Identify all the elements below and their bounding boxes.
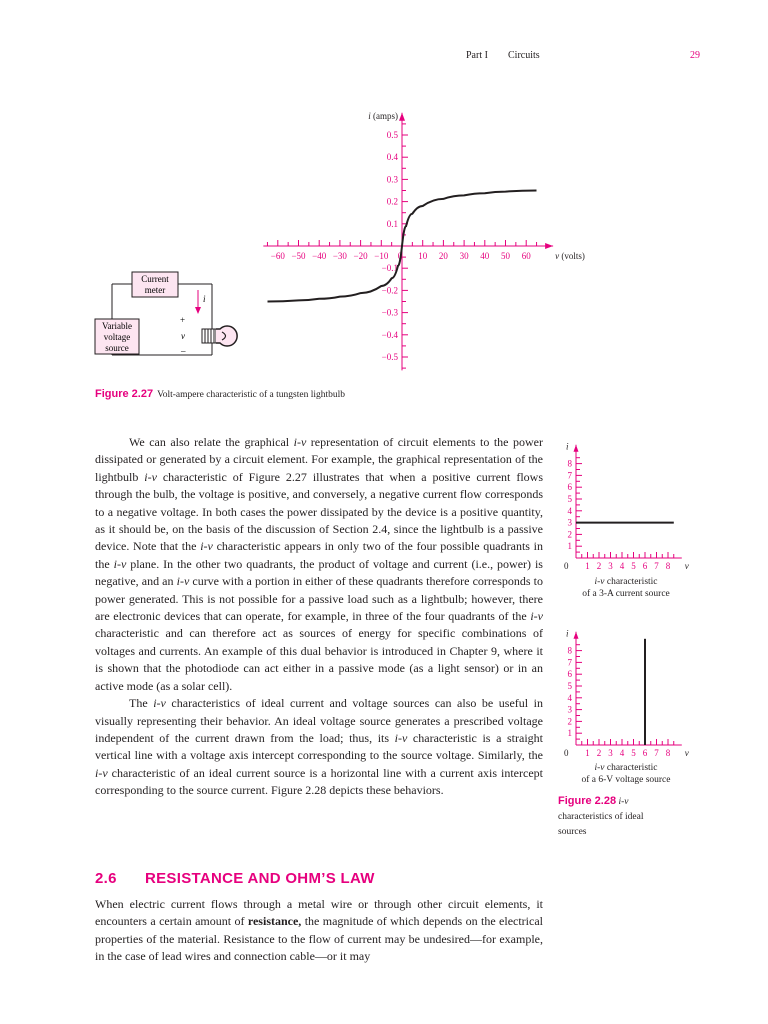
voltage-source-iv-chart (556, 617, 696, 762)
figure-2-28-label: Figure 2.28 (558, 795, 617, 807)
y-tick-label: 0.2 (386, 196, 398, 207)
paragraph-2 (95, 695, 543, 799)
y-axis-arrow-icon (574, 632, 579, 639)
y-tick-label: −0.3 (381, 307, 398, 318)
y-axis-label: i (566, 441, 569, 452)
x-tick-label: 0 (397, 251, 403, 261)
y-tick-label: 7 (567, 657, 572, 668)
x-tick-label: 2 (596, 748, 602, 758)
section-text-end: the magnitude of which depends on the electrical properties of the material. Resistance to the flow of current may be undesired—for example, in the case of lead wires and connection cable—or it may (95, 914, 543, 964)
figure-2-28-caption-1: i-v (618, 797, 629, 807)
current-meter-label-1: Current (141, 274, 169, 284)
origin-label: 0 (564, 561, 569, 571)
section-title: RESISTANCE AND OHM’S LAW (145, 870, 375, 887)
y-tick-label: 6 (567, 482, 572, 493)
running-header-chapter: Circuits (508, 50, 540, 61)
x-tick-label: 7 (654, 561, 659, 571)
origin-label: 0 (564, 748, 569, 758)
voltage-source-caption-2: of a 6-V voltage source (581, 774, 671, 785)
x-tick-label: 40 (480, 251, 490, 261)
y-tick-label: 2 (567, 529, 572, 540)
current-source-caption (556, 577, 696, 600)
section-paragraph-1 (95, 896, 543, 966)
x-tick-label: 1 (585, 748, 590, 758)
x-tick-label: −20 (353, 251, 368, 261)
x-axis-label: v (volts) (555, 251, 585, 261)
x-tick-label: 7 (654, 748, 659, 758)
x-tick-label: 6 (642, 748, 648, 758)
y-tick-label: 2 (567, 716, 572, 727)
section-text-start: When electric current flows through a metal wire or through other circuit elements, it encounters a certain amount of (95, 897, 543, 929)
body-text (95, 434, 543, 800)
y-tick-label: 1 (567, 728, 572, 739)
y-tick-label: 4 (567, 692, 572, 703)
paragraph-1-text: We can also relate the graphical i-v representation of circuit elements to the power dissipated or generated by a circuit element. For example, the graphical representation of the lightbulb i-v characteristic of Figure 2.27 illustrates that when a positive current flows through the bulb, the voltage is positive, and conversely, a negative current flow corresponds to a negative voltage. In both cases the power dissipated by the device is a positive quantity, as it should be, on the basis of the discussion of Section 2.4, since the lightbulb is a passive device. Note that the i-v characteristic appears in only two of the four possible quadrants in the i-v plane. In the other two quadrants, the product of voltage and current (i.e., power) is negative, and an i-v curve with a portion in either of these quadrants therefore corresponds to power generated. This is not possible for a passive load such as a lightbulb; however, there are electronic devices that can operate, for example, in three of the four quadrants of the i-v characteristic and can therefore act as sources of energy for specific combinations of voltages and currents. An example of this dual behavior is introduced in Chapter 9, where it is shown that the photodiode can act either in a passive mode (as a light sensor) or in an active mode (as a solar cell). (95, 435, 543, 693)
section-body (95, 896, 543, 966)
y-axis-arrow-icon (399, 113, 405, 121)
voltage-source-label-1: Variable (102, 321, 132, 331)
x-tick-label: 10 (418, 251, 428, 261)
paragraph-2-text: The i-v characteristics of ideal current and voltage sources can also be useful in visually representing their behavior. An ideal voltage source generates a prescribed voltage independent of the current drawn from the load; thus, its i-v characteristic is a straight vertical line with a voltage axis intercept corresponding to the source voltage. Similarly, the i-v characteristic of an ideal current source is a horizontal line with a current axis intercept corresponding to the source current. Figure 2.28 depicts these behaviors. (95, 696, 544, 798)
voltage-source-caption-1: i-v characteristic (594, 763, 658, 773)
current-arrow-head-icon (195, 307, 201, 314)
x-tick-label: −60 (270, 251, 285, 261)
running-header-part: Part I (466, 50, 488, 61)
voltage-source-label-2: voltage (103, 332, 131, 342)
y-tick-label: 4 (567, 505, 572, 516)
y-tick-label: 3 (567, 704, 572, 715)
plus-sign: + (180, 315, 186, 325)
voltage-source-label-3: source (105, 343, 129, 353)
voltage-symbol: v (181, 331, 185, 341)
y-tick-label: −0.2 (381, 285, 398, 296)
y-tick-label: 0.3 (386, 174, 398, 185)
x-tick-label: 8 (665, 561, 671, 571)
x-axis-arrow-icon (545, 243, 553, 249)
y-tick-label: 0.4 (386, 152, 398, 163)
x-tick-label: 3 (608, 748, 613, 758)
figure-2-28-caption (558, 794, 688, 840)
x-tick-label: 50 (501, 251, 510, 261)
page-number: 29 (690, 50, 700, 61)
section-heading (95, 870, 375, 887)
x-tick-label: −10 (374, 251, 389, 261)
y-tick-label: 5 (567, 494, 572, 504)
current-source-caption-1: i-v characteristic (594, 577, 658, 587)
y-tick-label: 6 (567, 669, 572, 680)
x-tick-label: −50 (291, 251, 306, 261)
paragraph-1 (95, 434, 543, 695)
y-tick-label: 5 (567, 681, 572, 691)
x-tick-label: 4 (619, 561, 625, 571)
figure-2-28-caption-2: characteristics of ideal (558, 812, 644, 822)
lightbulb-icon (202, 326, 237, 346)
x-tick-label: 8 (665, 748, 671, 758)
x-tick-label: −40 (312, 251, 327, 261)
y-tick-label: 7 (567, 470, 572, 481)
voltage-source-caption (556, 763, 696, 786)
x-tick-label: −30 (332, 251, 347, 261)
minus-sign: – (181, 346, 186, 356)
y-tick-label: 0.5 (386, 130, 398, 140)
x-tick-label: 1 (585, 561, 590, 571)
section-number: 2.6 (95, 870, 117, 887)
y-axis-label: i (amps) (368, 110, 398, 121)
x-tick-label: 60 (521, 251, 531, 261)
y-tick-label: −0.4 (381, 329, 398, 340)
x-tick-label: 3 (608, 561, 613, 571)
x-axis-label: v (684, 748, 689, 758)
lightbulb-iv-chart (255, 108, 595, 373)
current-source-caption-2: of a 3-A current source (582, 588, 670, 599)
x-tick-label: 6 (642, 561, 648, 571)
x-tick-label: 4 (619, 748, 625, 758)
current-symbol: i (203, 294, 206, 304)
figure-2-27-label: Figure 2.27 (95, 388, 154, 400)
figure-2-28-caption-3: sources (558, 827, 587, 837)
current-meter-label-2: meter (144, 285, 166, 295)
x-tick-label: 20 (438, 251, 448, 261)
x-tick-label: 30 (459, 251, 469, 261)
y-tick-label: 8 (567, 458, 572, 469)
x-axis-label: v (684, 561, 689, 571)
y-axis-label: i (566, 628, 569, 639)
y-tick-label: 0.1 (386, 218, 398, 229)
x-tick-label: 5 (631, 748, 636, 758)
y-tick-label: 1 (567, 541, 572, 552)
current-source-iv-chart (556, 430, 696, 575)
lightbulb-circuit-diagram (92, 268, 252, 358)
y-tick-label: −0.5 (381, 352, 398, 362)
figure-2-27-caption (95, 384, 345, 402)
section-text-bold: resistance, (247, 914, 302, 929)
y-tick-label: 3 (567, 517, 572, 528)
y-tick-label: 8 (567, 645, 572, 656)
y-axis-arrow-icon (574, 445, 579, 452)
y-tick-label: −0.1 (381, 263, 398, 274)
x-tick-label: 2 (596, 561, 602, 571)
x-tick-label: 5 (631, 561, 636, 571)
figure-2-27-caption-text: Volt-ampere characteristic of a tungsten lightbulb (157, 390, 345, 400)
